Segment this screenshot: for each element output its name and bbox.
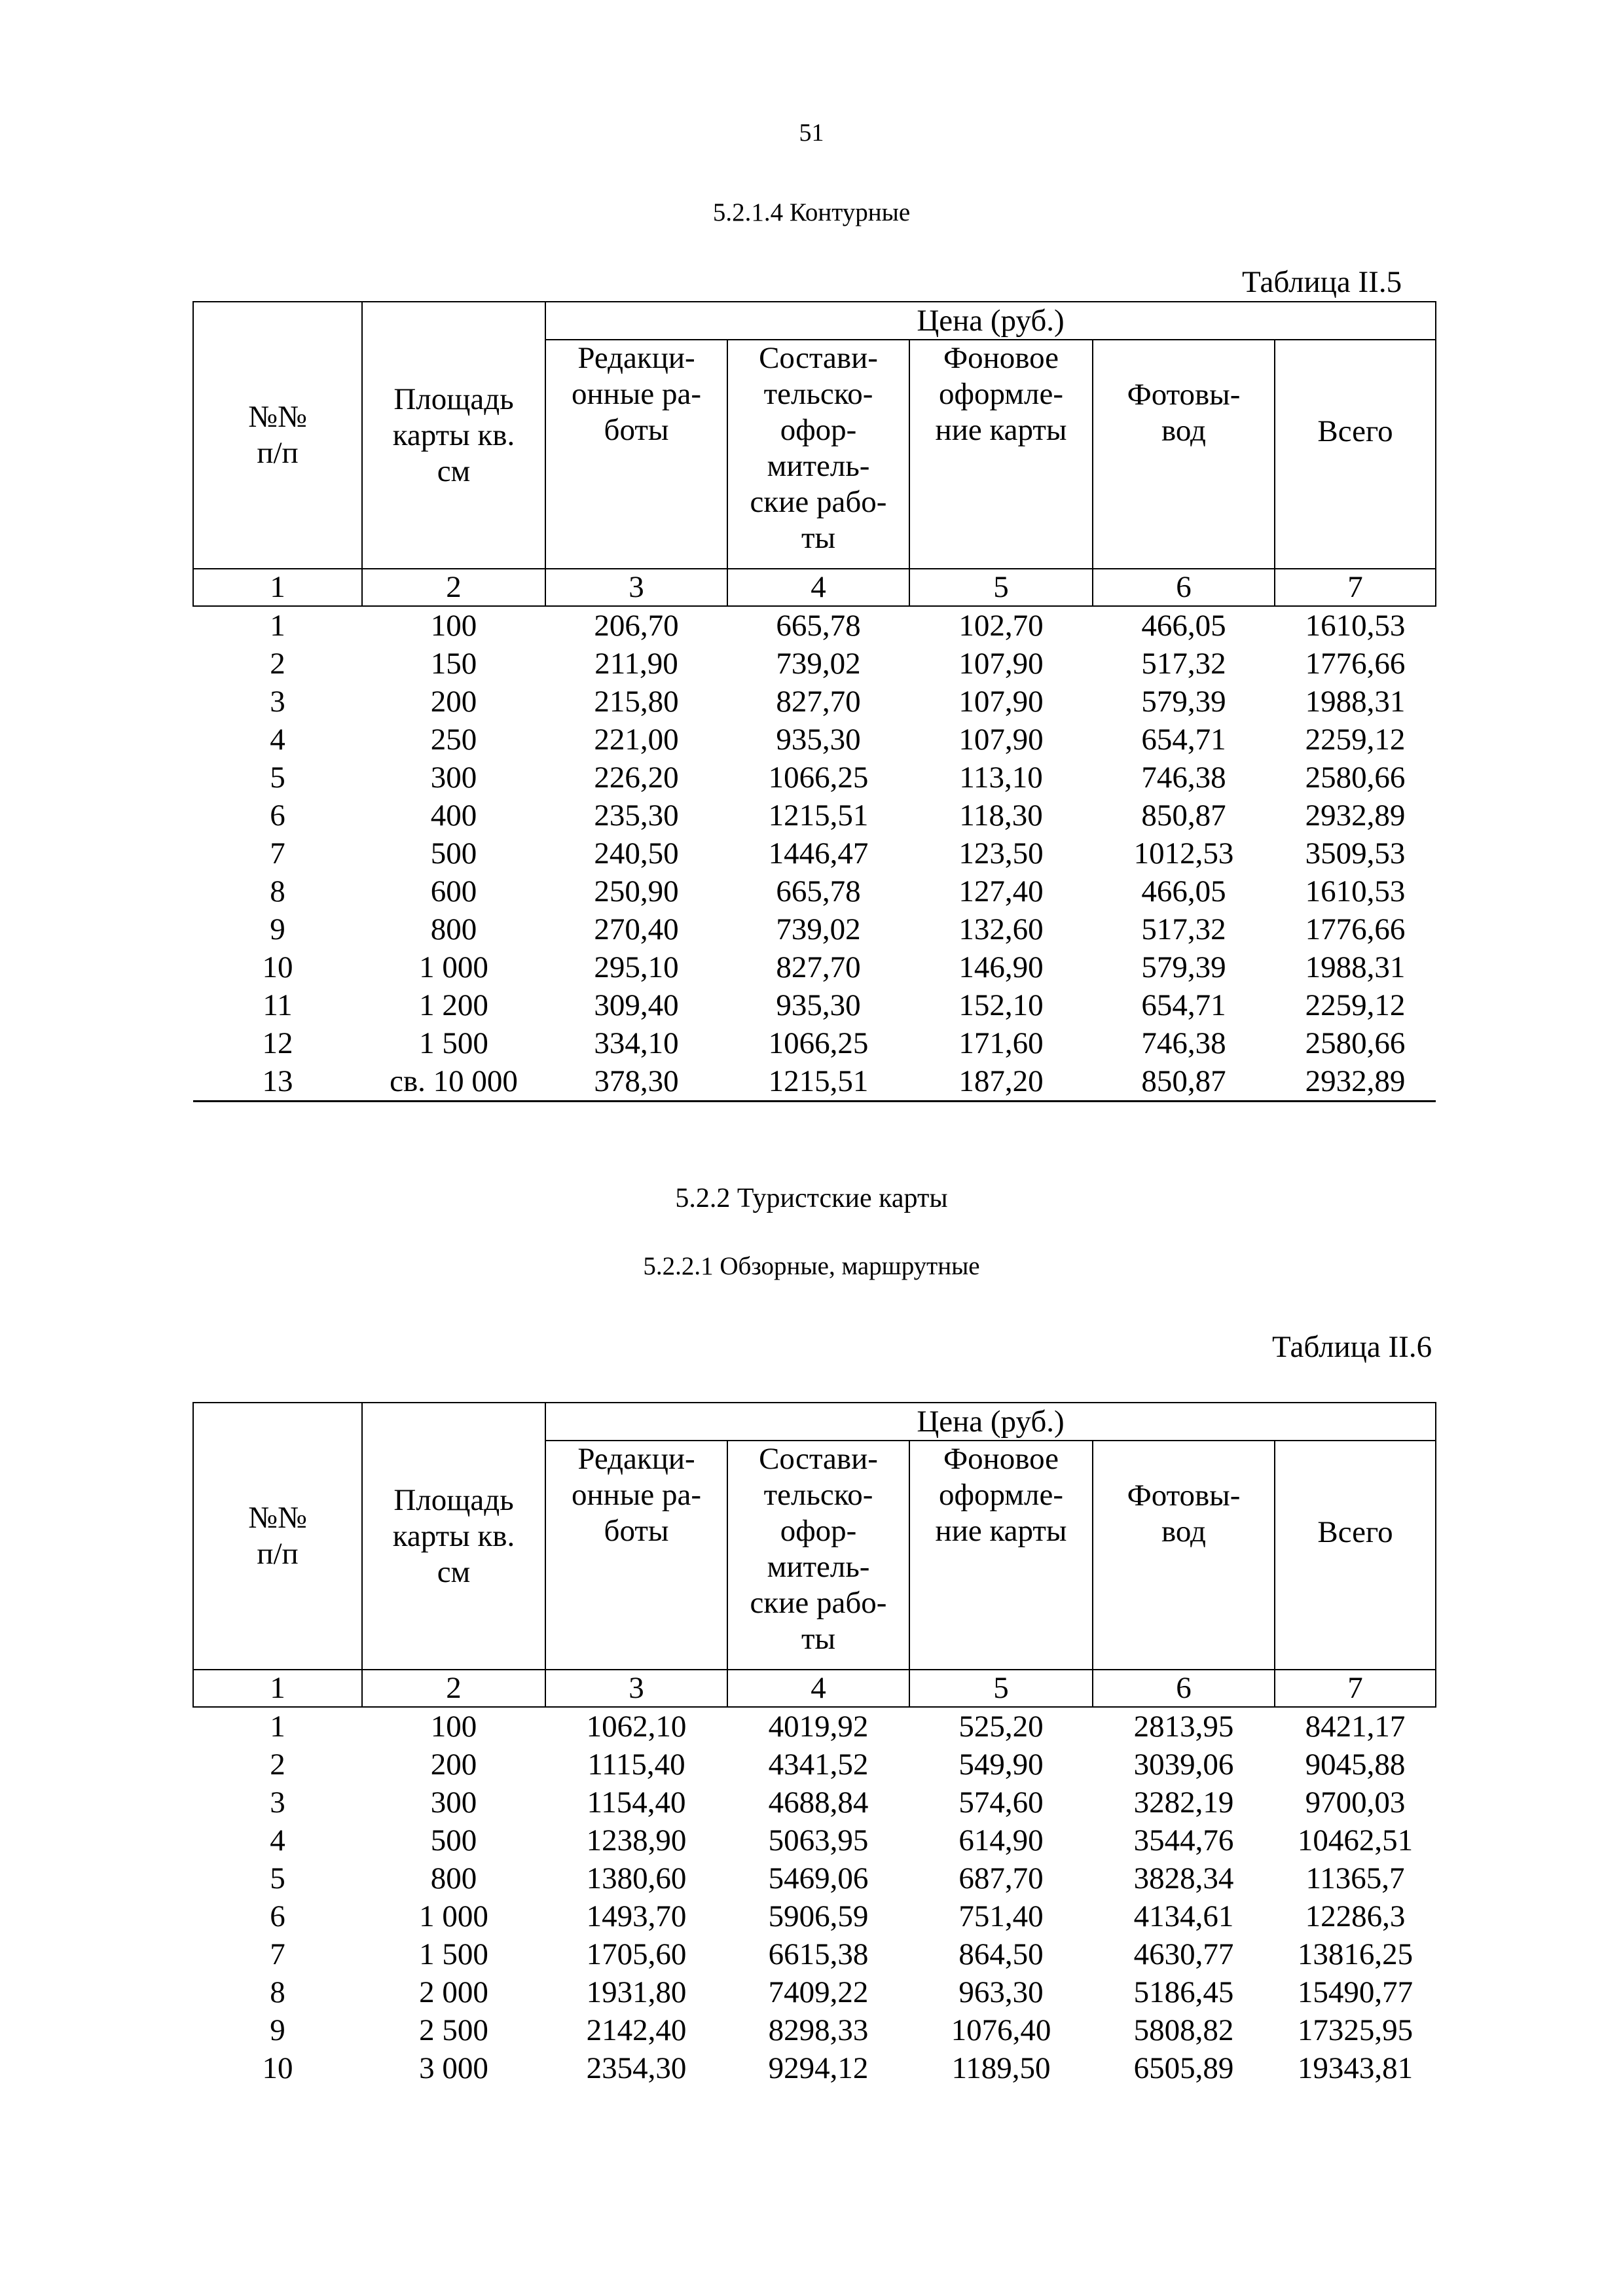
table-caption-ii6: Таблица II.6 — [1272, 1330, 1432, 1364]
table-cell: 8421,17 — [1305, 1710, 1406, 1744]
table-cell: 654,71 — [1141, 723, 1226, 757]
header-background — [909, 1441, 1093, 1670]
table-cell: 517,32 — [1141, 912, 1226, 946]
table-cell: 2932,89 — [1305, 1064, 1406, 1098]
column-number: 7 — [1275, 569, 1436, 606]
table-row — [193, 606, 1436, 645]
table-cell: 378,30 — [594, 1064, 679, 1098]
table-row — [193, 645, 1436, 683]
table-cell: 517,32 — [1141, 647, 1226, 681]
header-photo-text: Фотовы- вод — [1127, 378, 1241, 448]
table-cell: 8 — [270, 874, 285, 908]
table-cell: 6 — [270, 798, 285, 833]
table-cell: 10462,51 — [1297, 1823, 1413, 1857]
table-cell: 4134,61 — [1133, 1899, 1234, 1933]
header-price-group: Цена (руб.) — [545, 302, 1436, 340]
table-row — [193, 683, 1436, 721]
table-cell: 3828,34 — [1133, 1861, 1234, 1895]
table-cell: 864,50 — [958, 1937, 1044, 1971]
table-cell: 100 — [430, 609, 477, 643]
column-number: 5 — [909, 1670, 1093, 1707]
table-cell: 250 — [430, 723, 477, 757]
section-heading-tourist: 5.2.2 Туристские карты — [675, 1183, 948, 1213]
table-cell: 2580,66 — [1305, 1026, 1406, 1060]
header-num-text: №№ п/п — [248, 400, 307, 470]
table-cell: 295,10 — [594, 950, 679, 984]
table-cell: 1 — [270, 1710, 285, 1744]
header-photo — [1093, 1441, 1275, 1670]
column-number: 3 — [545, 569, 727, 606]
column-number: 7 — [1275, 1670, 1436, 1707]
table-cell: 614,90 — [958, 1823, 1044, 1857]
table-cell: 4 — [270, 1823, 285, 1857]
price-table-ii6 — [192, 1402, 1436, 2087]
table-row — [193, 1746, 1436, 1784]
table-cell: 5063,95 — [768, 1823, 869, 1857]
table-cell: 400 — [430, 798, 477, 833]
table-cell: 12286,3 — [1305, 1899, 1406, 1933]
table-cell: 8298,33 — [768, 2013, 869, 2047]
table-cell: 579,39 — [1141, 950, 1226, 984]
table-cell: 5906,59 — [768, 1899, 869, 1933]
table-row — [193, 2049, 1436, 2087]
table-cell: 800 — [430, 912, 477, 946]
subsection-heading-overview: 5.2.2.1 Обзорные, маршрутные — [643, 1252, 980, 1280]
table-cell: 250,90 — [594, 874, 679, 908]
header-num-text: №№ п/п — [248, 1501, 307, 1571]
header-compilation-text: Состави- тельско- офор- митель- ские рабо- ты — [750, 1442, 887, 1656]
table-cell: 334,10 — [594, 1026, 679, 1060]
column-number: 2 — [362, 1670, 545, 1707]
table-cell: 1062,10 — [586, 1710, 687, 1744]
table-cell: 466,05 — [1141, 874, 1226, 908]
table-cell: 2580,66 — [1305, 761, 1406, 795]
table-cell: 2932,89 — [1305, 798, 1406, 833]
table-cell: 600 — [430, 874, 477, 908]
table-cell: 7 — [270, 836, 285, 870]
table-row — [193, 1935, 1436, 1973]
table-cell: 9294,12 — [768, 2051, 869, 2085]
column-number-row — [193, 569, 1436, 606]
header-area — [362, 1403, 545, 1670]
table-cell: 1 000 — [419, 950, 488, 984]
table-row — [193, 986, 1436, 1024]
table-cell: 10 — [262, 950, 293, 984]
table-cell: 1154,40 — [587, 1785, 686, 1820]
table-cell: 215,80 — [594, 685, 679, 719]
table-cell: 4688,84 — [768, 1785, 869, 1820]
table-cell: 1215,51 — [768, 1064, 869, 1098]
table-cell: 300 — [430, 1785, 477, 1820]
table-cell: 211,90 — [594, 647, 678, 681]
table-cell: 17325,95 — [1297, 2013, 1413, 2047]
table-cell: 113,10 — [959, 761, 1043, 795]
table-cell: 206,70 — [594, 609, 679, 643]
table-cell: 1446,47 — [768, 836, 869, 870]
table-cell: 935,30 — [776, 723, 861, 757]
table-cell: 3544,76 — [1133, 1823, 1234, 1857]
table-row — [193, 1062, 1436, 1102]
table-row — [193, 797, 1436, 834]
header-total: Всего — [1275, 340, 1436, 569]
table-cell: 107,90 — [958, 685, 1044, 719]
table-cell: 13816,25 — [1297, 1937, 1413, 1971]
table-cell: 226,20 — [594, 761, 679, 795]
table-row — [193, 1821, 1436, 1859]
table-cell: 19343,81 — [1297, 2051, 1413, 2085]
table-cell: 1115,40 — [587, 1748, 685, 1782]
table-cell: 3282,19 — [1133, 1785, 1234, 1820]
table-row — [193, 1024, 1436, 1062]
header-background-text: Фоновое оформле- ние карты — [935, 341, 1067, 447]
table-cell: 100 — [430, 1710, 477, 1744]
table-cell: 1931,80 — [586, 1975, 687, 2009]
table-cell: 15490,77 — [1297, 1975, 1413, 2009]
column-number: 1 — [193, 569, 362, 606]
table-row — [193, 1784, 1436, 1821]
table-cell: 549,90 — [958, 1748, 1044, 1782]
table-cell: 1 000 — [419, 1899, 488, 1933]
header-area-text: Площадь карты кв. см — [392, 1482, 515, 1589]
table-cell: 152,10 — [958, 988, 1044, 1022]
header-area — [362, 302, 545, 569]
table-cell: 118,30 — [959, 798, 1043, 833]
table-cell: 1189,50 — [951, 2051, 1051, 2085]
header-num — [193, 302, 362, 569]
table-cell: 466,05 — [1141, 609, 1226, 643]
table-cell: 935,30 — [776, 988, 861, 1022]
table-cell: 1 — [270, 609, 285, 643]
table-cell: 9045,88 — [1305, 1748, 1406, 1782]
table-cell: 1380,60 — [586, 1861, 687, 1895]
table-cell: 2813,95 — [1133, 1710, 1234, 1744]
table-row — [193, 2011, 1436, 2049]
column-number: 6 — [1093, 1670, 1275, 1707]
table-cell: 9700,03 — [1305, 1785, 1406, 1820]
table-body-ii5 — [193, 606, 1436, 1102]
table-cell: 1776,66 — [1305, 912, 1406, 946]
table-cell: 3509,53 — [1305, 836, 1406, 870]
table-cell: 102,70 — [958, 609, 1044, 643]
table-cell: 1238,90 — [586, 1823, 687, 1857]
table-cell: 171,60 — [958, 1026, 1044, 1060]
table-cell: 13 — [262, 1064, 293, 1098]
table-cell: 2 500 — [419, 2013, 488, 2047]
table-cell: 1610,53 — [1305, 609, 1406, 643]
table-cell: 1066,25 — [768, 1026, 869, 1060]
table-cell: 1 500 — [419, 1026, 488, 1060]
table-cell: 1988,31 — [1305, 950, 1406, 984]
table-cell: 123,50 — [958, 836, 1044, 870]
table-cell: 500 — [430, 1823, 477, 1857]
table-cell: 1776,66 — [1305, 647, 1406, 681]
table-cell: 1988,31 — [1305, 685, 1406, 719]
table-cell: 2 000 — [419, 1975, 488, 2009]
table-cell: 2 — [270, 1748, 285, 1782]
header-editorial-text: Редакци- онные ра- боты — [571, 1442, 701, 1548]
table-caption-ii5: Таблица II.5 — [1242, 265, 1402, 299]
table-cell: 300 — [430, 761, 477, 795]
table-cell: 3 — [270, 685, 285, 719]
column-number: 5 — [909, 569, 1093, 606]
table-cell: 579,39 — [1141, 685, 1226, 719]
table-cell: 1610,53 — [1305, 874, 1406, 908]
table-cell: 2259,12 — [1305, 723, 1406, 757]
column-number-row — [193, 1670, 1436, 1707]
table-cell: 5186,45 — [1133, 1975, 1234, 2009]
table-cell: 132,60 — [958, 912, 1044, 946]
table-cell: 500 — [430, 836, 477, 870]
table-row — [193, 759, 1436, 797]
header-price-group: Цена (руб.) — [545, 1403, 1436, 1441]
table-cell: 5469,06 — [768, 1861, 869, 1895]
table-cell: 7409,22 — [768, 1975, 869, 2009]
table-cell: 5 — [270, 1861, 285, 1895]
table-cell: 1012,53 — [1133, 836, 1234, 870]
table-cell: 107,90 — [958, 723, 1044, 757]
table-cell: 127,40 — [958, 874, 1044, 908]
table-cell: 5808,82 — [1133, 2013, 1234, 2047]
table-cell: 963,30 — [958, 1975, 1044, 2009]
table-cell: 146,90 — [958, 950, 1044, 984]
table-cell: 800 — [430, 1861, 477, 1895]
table-row — [193, 1707, 1436, 1746]
table-cell: 4 — [270, 723, 285, 757]
header-editorial-text: Редакци- онные ра- боты — [571, 341, 701, 447]
table-cell: 850,87 — [1141, 1064, 1226, 1098]
table-row — [193, 872, 1436, 910]
table-cell: 235,30 — [594, 798, 679, 833]
table-cell: 221,00 — [594, 723, 679, 757]
table-cell: 5 — [270, 761, 285, 795]
table-cell: 150 — [430, 647, 477, 681]
table-cell: 10 — [262, 2051, 293, 2085]
table-cell: 1 500 — [419, 1937, 488, 1971]
table-row — [193, 1897, 1436, 1935]
header-background-text: Фоновое оформле- ние карты — [935, 1442, 1067, 1548]
table-cell: 12 — [262, 1026, 293, 1060]
price-table-ii5 — [192, 301, 1436, 1102]
section-heading-contour: 5.2.1.4 Контурные — [712, 198, 911, 226]
table-cell: 240,50 — [594, 836, 679, 870]
table-cell: 2 — [270, 647, 285, 681]
table-row — [193, 948, 1436, 986]
header-compilation — [727, 1441, 909, 1670]
column-number: 1 — [193, 1670, 362, 1707]
table-cell: 4019,92 — [768, 1710, 869, 1744]
table-cell: 665,78 — [776, 874, 861, 908]
table-cell: 2142,40 — [586, 2013, 687, 2047]
table-cell: 11 — [263, 988, 293, 1022]
table-body-ii6 — [193, 1707, 1436, 2087]
table-cell: 654,71 — [1141, 988, 1226, 1022]
table-cell: 850,87 — [1141, 798, 1226, 833]
table-cell: 6 — [270, 1899, 285, 1933]
table-cell: 107,90 — [958, 647, 1044, 681]
table-cell: 3 000 — [419, 2051, 488, 2085]
table-cell: 9 — [270, 2013, 285, 2047]
header-editorial — [545, 1441, 727, 1670]
table-cell: 1215,51 — [768, 798, 869, 833]
table-cell: 827,70 — [776, 950, 861, 984]
page-number: 51 — [799, 119, 824, 147]
column-number: 4 — [727, 1670, 909, 1707]
table-cell: 200 — [430, 1748, 477, 1782]
table-cell: 8 — [270, 1975, 285, 2009]
table-cell: 9 — [270, 912, 285, 946]
table-cell: 827,70 — [776, 685, 861, 719]
header-background — [909, 340, 1093, 569]
table-row — [193, 721, 1436, 759]
header-editorial — [545, 340, 727, 569]
table-row — [193, 1859, 1436, 1897]
table-cell: св. 10 000 — [390, 1064, 518, 1098]
table-row — [193, 1973, 1436, 2011]
table-cell: 200 — [430, 685, 477, 719]
column-number: 6 — [1093, 569, 1275, 606]
table-row — [193, 834, 1436, 872]
table-cell: 1 200 — [419, 988, 488, 1022]
table-cell: 746,38 — [1141, 1026, 1226, 1060]
table-cell: 6615,38 — [768, 1937, 869, 1971]
table-cell: 687,70 — [958, 1861, 1044, 1895]
table-cell: 270,40 — [594, 912, 679, 946]
table-cell: 7 — [270, 1937, 285, 1971]
header-compilation-text: Состави- тельско- офор- митель- ские рабо- ты — [750, 341, 887, 555]
table-cell: 4341,52 — [768, 1748, 869, 1782]
table-cell: 4630,77 — [1133, 1937, 1234, 1971]
header-area-text: Площадь карты кв. см — [392, 382, 515, 488]
table-cell: 739,02 — [776, 912, 861, 946]
table-cell: 574,60 — [958, 1785, 1044, 1820]
table-cell: 3 — [270, 1785, 285, 1820]
table-cell: 665,78 — [776, 609, 861, 643]
table-cell: 746,38 — [1141, 761, 1226, 795]
column-number: 3 — [545, 1670, 727, 1707]
table-cell: 1076,40 — [951, 2013, 1051, 2047]
table-cell: 2354,30 — [586, 2051, 687, 2085]
table-cell: 2259,12 — [1305, 988, 1406, 1022]
table-cell: 309,40 — [594, 988, 679, 1022]
column-number: 2 — [362, 569, 545, 606]
table-cell: 3039,06 — [1133, 1748, 1234, 1782]
table-cell: 751,40 — [958, 1899, 1044, 1933]
column-number: 4 — [727, 569, 909, 606]
table-row — [193, 910, 1436, 948]
table-cell: 1066,25 — [768, 761, 869, 795]
table-cell: 187,20 — [958, 1064, 1044, 1098]
table-cell: 1493,70 — [586, 1899, 687, 1933]
table-cell: 1705,60 — [586, 1937, 687, 1971]
header-photo-text: Фотовы- вод — [1127, 1479, 1241, 1549]
header-compilation — [727, 340, 909, 569]
header-num — [193, 1403, 362, 1670]
header-total: Всего — [1275, 1441, 1436, 1670]
table-cell: 6505,89 — [1133, 2051, 1234, 2085]
table-cell: 525,20 — [958, 1710, 1044, 1744]
header-photo — [1093, 340, 1275, 569]
table-cell: 11365,7 — [1305, 1861, 1405, 1895]
table-cell: 739,02 — [776, 647, 861, 681]
